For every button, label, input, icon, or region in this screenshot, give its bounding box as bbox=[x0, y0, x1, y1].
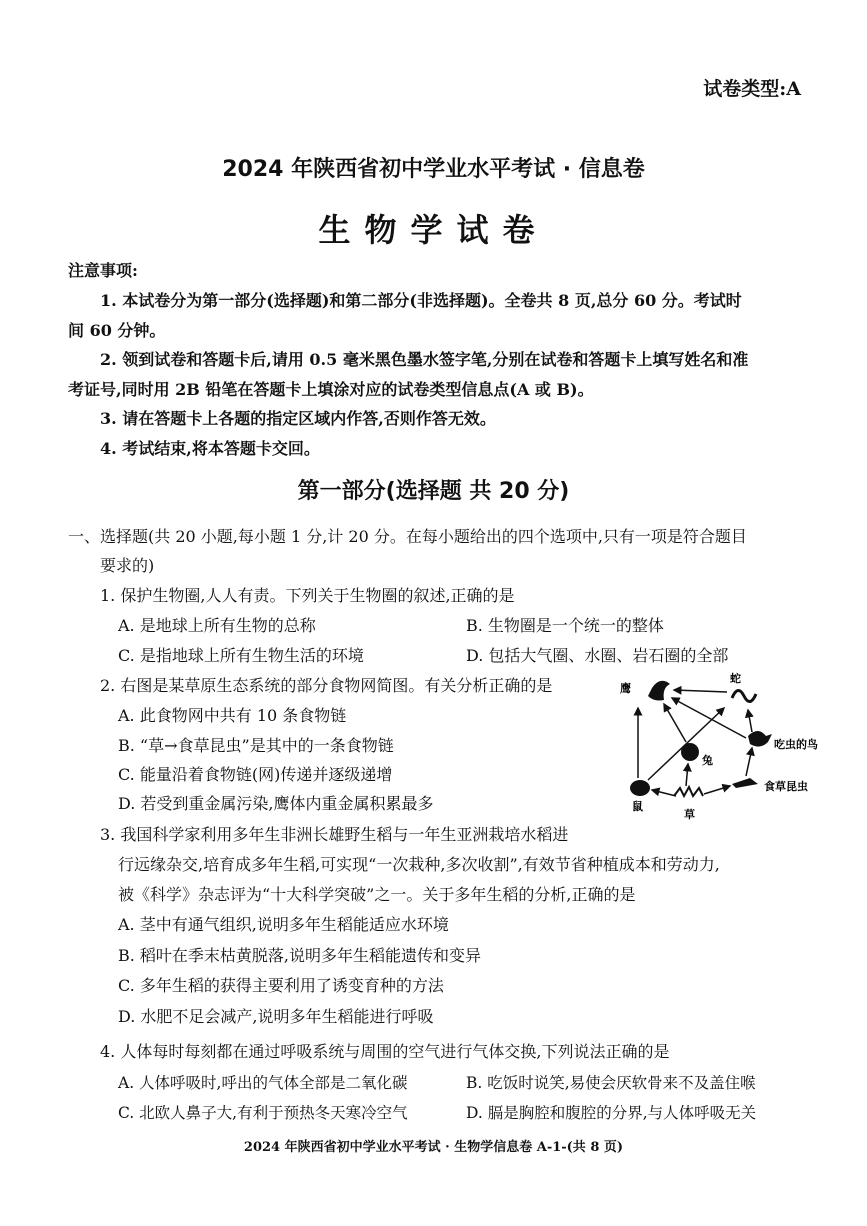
food-web-label-rabbit: 兔 bbox=[702, 754, 713, 767]
q1-stem: 1. 保护生物圈,人人有责。下列关于生物圈的叙述,正确的是 bbox=[100, 586, 515, 605]
q2-option-a: A. 此食物网中共有 10 条食物链 bbox=[118, 706, 347, 725]
food-web-label-bird: 吃虫的鸟 bbox=[774, 738, 818, 751]
q3-option-a: A. 茎中有通气组织,说明多年生稻能适应水环境 bbox=[118, 915, 449, 934]
page-footer: 2024 年陕西省初中学业水平考试 · 生物学信息卷 A-1-(共 8 页) bbox=[243, 1140, 624, 1155]
grass-icon bbox=[674, 787, 703, 796]
notice-item-2: 2. 领到试卷和答题卡后,请用 0.5 毫米黑色墨水签字笔,分别在试卷和答题卡上填写姓名和准 bbox=[100, 350, 749, 369]
q3-option-c: C. 多年生稻的获得主要利用了诱变育种的方法 bbox=[118, 976, 444, 995]
q1-option-d: D. 包括大气圈、水圈、岩石圈的全部 bbox=[466, 646, 729, 665]
food-web-label-insect: 食草昆虫 bbox=[764, 780, 808, 793]
q4-stem: 4. 人体每时每刻都在通过呼吸系统与周围的空气进行气体交换,下列说法正确的是 bbox=[100, 1042, 670, 1061]
notice-item-3: 3. 请在答题卡上各题的指定区域内作答,否则作答无效。 bbox=[100, 409, 496, 428]
q3-stem: 3. 我国科学家利用多年生非洲长雄野生稻与一年生亚洲栽培水稻进 bbox=[100, 825, 569, 844]
q2-option-c: C. 能量沿着食物链(网)传递并逐级递增 bbox=[118, 765, 393, 784]
notice-item-2-cont: 考证号,同时用 2B 铅笔在答题卡上填涂对应的试卷类型信息点(A 或 B)。 bbox=[68, 380, 594, 399]
exam-title: 2024 年陕西省初中学业水平考试 · 信息卷 bbox=[222, 157, 645, 182]
food-web-label-mouse: 鼠 bbox=[632, 800, 643, 813]
part1-instructions-cont: 要求的) bbox=[100, 556, 155, 575]
part1-instructions: 一、选择题(共 20 小题,每小题 1 分,计 20 分。在每小题给出的四个选项中,只有一项是符合题目 bbox=[68, 527, 747, 546]
q1-option-a: A. 是地球上所有生物的总称 bbox=[118, 616, 316, 635]
q3-stem-cont-1: 行远缘杂交,培育成多年生稻,可实现“一次栽种,多次收割”,有效节省种植成本和劳动力, bbox=[118, 855, 720, 874]
paper-type-label: 试卷类型:A bbox=[703, 78, 801, 100]
food-web-diagram bbox=[612, 668, 818, 828]
q4-option-a: A. 人体呼吸时,呼出的气体全部是二氧化碳 bbox=[118, 1074, 408, 1092]
subject-title: 生物学试卷 bbox=[318, 211, 549, 249]
bird-icon bbox=[748, 731, 772, 747]
q4-option-d: D. 膈是胸腔和腹腔的分界,与人体呼吸无关 bbox=[466, 1104, 757, 1122]
notice-heading: 注意事项: bbox=[68, 261, 138, 280]
q3-option-d: D. 水肥不足会减产,说明多年生稻能进行呼吸 bbox=[118, 1007, 434, 1026]
q1-option-b: B. 生物圈是一个统一的整体 bbox=[466, 616, 664, 635]
snake-icon bbox=[732, 690, 756, 701]
q4-option-b: B. 吃饭时说笑,易使会厌软骨来不及盖住喉 bbox=[466, 1074, 756, 1092]
part1-title: 第一部分(选择题 共 20 分) bbox=[297, 479, 570, 504]
q3-option-b: B. 稻叶在季末枯黄脱落,说明多年生稻能遗传和变异 bbox=[118, 946, 482, 965]
notice-item-1-cont: 间 60 分钟。 bbox=[68, 321, 166, 340]
q3-stem-cont-2: 被《科学》杂志评为“十大科学突破”之一。关于多年生稻的分析,正确的是 bbox=[118, 885, 636, 904]
insect-icon bbox=[732, 778, 758, 788]
q2-stem: 2. 右图是某草原生态系统的部分食物网简图。有关分析正确的是 bbox=[100, 676, 553, 695]
q2-option-d: D. 若受到重金属污染,鹰体内重金属积累最多 bbox=[118, 794, 434, 813]
mouse-icon bbox=[630, 780, 650, 796]
food-web-label-snake: 蛇 bbox=[730, 672, 741, 685]
q4-option-c: C. 北欧人鼻子大,有利于预热冬天寒冷空气 bbox=[118, 1104, 408, 1122]
food-web-label-grass: 草 bbox=[684, 808, 695, 821]
q2-option-b: B. “草→食草昆虫”是其中的一条食物链 bbox=[118, 736, 394, 755]
food-web-label-eagle: 鹰 bbox=[620, 682, 631, 695]
eagle-icon bbox=[648, 681, 670, 701]
notice-item-4: 4. 考试结束,将本答题卡交回。 bbox=[100, 439, 320, 458]
notice-item-1: 1. 本试卷分为第一部分(选择题)和第二部分(非选择题)。全卷共 8 页,总分 60 分。考试时 bbox=[100, 291, 742, 310]
q1-option-c: C. 是指地球上所有生物生活的环境 bbox=[118, 646, 364, 665]
